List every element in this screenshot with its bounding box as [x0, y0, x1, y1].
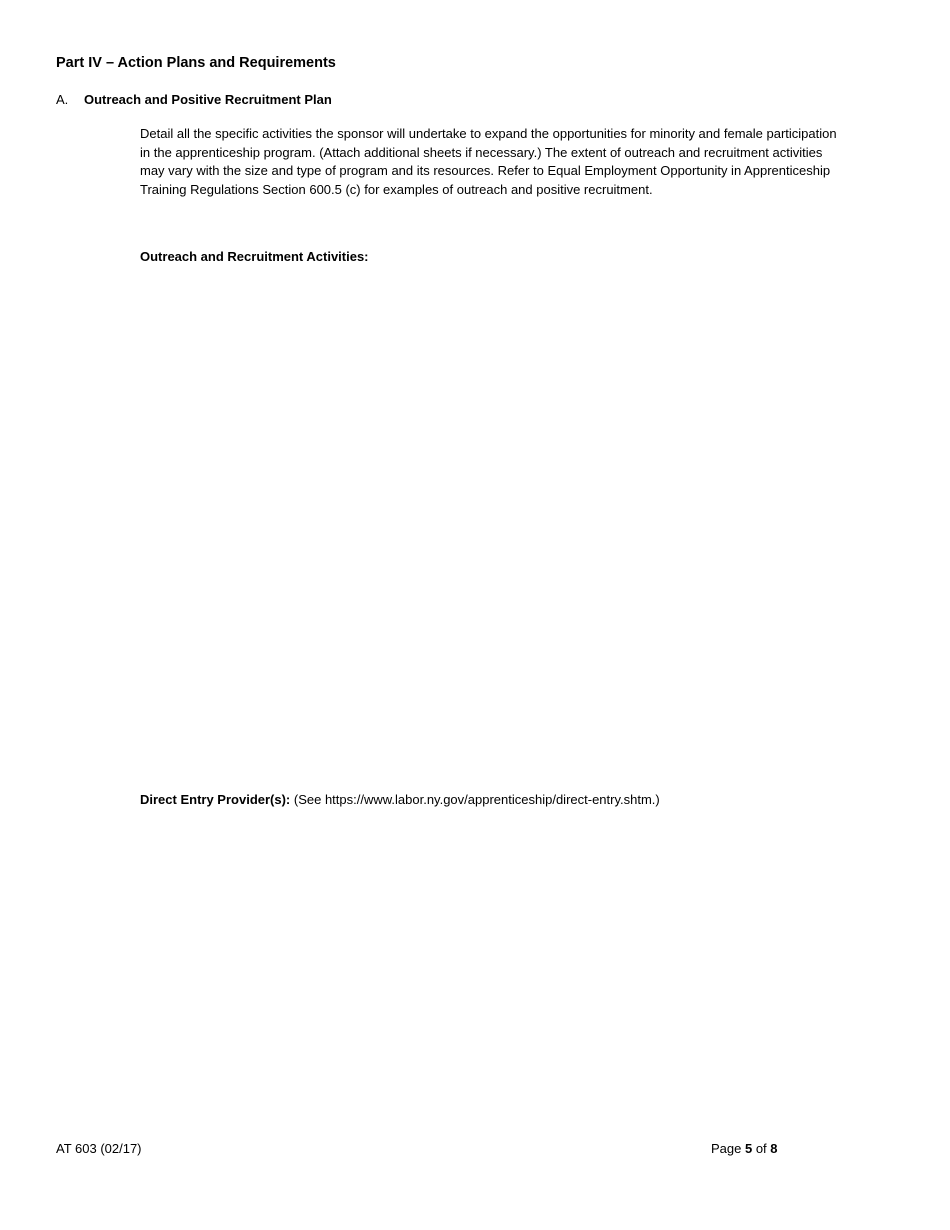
page-prefix: Page [711, 1141, 745, 1156]
page-number [711, 1141, 778, 1156]
instructions-line: in the apprenticeship program. (Attach additional sheets if necessary.) The extent of outreach and recruitment activities [140, 144, 823, 160]
page-total: 8 [770, 1141, 778, 1156]
form-id: AT 603 (02/17) [56, 1141, 142, 1156]
page-current: 5 [744, 1141, 753, 1156]
part-title: Part IV – Action Plans and Requirements [56, 55, 336, 71]
section-marker: A. [56, 92, 69, 107]
activities-label: Outreach and Recruitment Activities: [140, 249, 369, 264]
instructions-paragraph [140, 125, 900, 199]
instructions-line: Training Regulations Section 600.5 (c) for examples of outreach and positive recruitment. [140, 181, 653, 197]
direct-entry-label: Direct Entry Provider(s): [140, 792, 291, 807]
direct-entry-line [140, 792, 660, 807]
direct-entry-note: (See https://www.labor.ny.gov/apprenticeship/direct-entry.shtm.) [290, 792, 660, 807]
instructions-line: may vary with the size and type of program and its resources. Refer to Equal Employment Opportunity in Apprenticeship [140, 163, 831, 178]
page-of: of [752, 1141, 771, 1156]
section-title: Outreach and Positive Recruitment Plan [84, 92, 332, 107]
instructions-line: Detail all the specific activities the sponsor will undertake to expand the opportunities for minority and female participation [140, 126, 837, 141]
